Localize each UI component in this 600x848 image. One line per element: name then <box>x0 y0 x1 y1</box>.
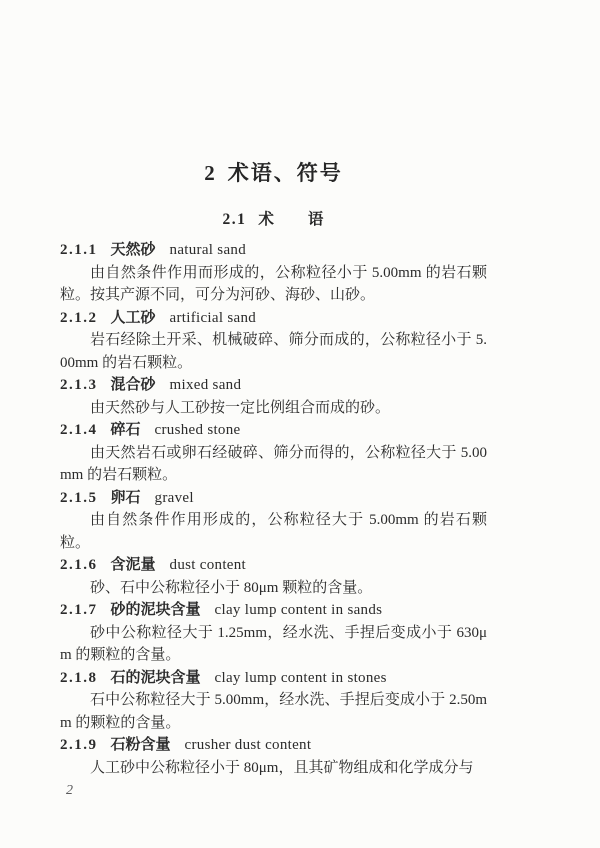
term-definition: 由天然岩石或卵石经破碎、筛分而得的，公称粒径大于 5.00mm 的岩石颗粒。 <box>60 444 487 483</box>
term-definition: 人工砂中公称粒径小于 80μm，且其矿物组成和化学成分与 <box>90 759 474 776</box>
term-definition: 砂、石中公称粒径小于 80μm 颗粒的含量。 <box>90 579 373 596</box>
term-en: natural sand <box>169 242 247 258</box>
term-definition: 砂中公称粒径大于 1.25mm，经水洗、手捏后变成小于 630μm 的颗粒的含量。 <box>60 624 487 663</box>
term-zh: 碎石 <box>110 422 141 438</box>
term-number: 2.1.1 <box>60 242 98 258</box>
term-zh: 石粉含量 <box>110 737 171 753</box>
term-en: crushed stone <box>154 422 241 438</box>
term-en: crusher dust content <box>184 737 312 753</box>
term-heading <box>60 734 487 757</box>
section-heading <box>60 209 487 231</box>
term-number: 2.1.6 <box>60 557 98 573</box>
term-zh: 石的泥块含量 <box>110 669 201 686</box>
term-heading <box>60 554 487 577</box>
term-entry <box>60 599 487 667</box>
term-entry <box>60 307 487 375</box>
term-definition: 由自然条件作用形成的，公称粒径大于 5.00mm 的岩石颗粒。 <box>60 512 487 551</box>
page-content <box>60 160 487 779</box>
term-en: mixed sand <box>169 377 242 393</box>
term-definition: 岩石经除土开采、机械破碎、筛分而成的，公称粒径小于 5.00mm 的岩石颗粒。 <box>60 332 487 371</box>
term-number: 2.1.3 <box>60 377 98 393</box>
term-number: 2.1.9 <box>60 737 98 753</box>
term-heading <box>60 307 487 330</box>
term-zh: 卵石 <box>110 489 141 506</box>
term-entry <box>60 554 487 599</box>
term-definition: 由天然砂与人工砂按一定比例组合而成的砂。 <box>90 399 391 416</box>
term-zh: 混合砂 <box>110 377 156 393</box>
term-zh: 人工砂 <box>110 309 156 326</box>
term-en: clay lump content in stones <box>214 669 387 686</box>
term-definition: 由自然条件作用而形成的，公称粒径小于 5.00mm 的岩石颗粒。按其产源不同，可分为河砂、海砂、山砂。 <box>60 264 487 303</box>
term-heading <box>60 374 487 397</box>
chapter-heading <box>60 160 487 186</box>
term-number: 2.1.7 <box>60 602 98 618</box>
section-number: 2.1 <box>222 211 247 228</box>
term-heading <box>60 599 487 622</box>
term-en: gravel <box>154 489 194 506</box>
term-heading <box>60 487 487 510</box>
term-number: 2.1.8 <box>60 669 98 686</box>
chapter-title: 术语、符号 <box>227 161 343 185</box>
term-heading <box>60 419 487 442</box>
term-entry <box>60 487 487 555</box>
term-entry <box>60 734 487 779</box>
term-en: dust content <box>169 557 247 573</box>
term-entry <box>60 667 487 735</box>
term-number: 2.1.5 <box>60 489 98 506</box>
term-zh: 天然砂 <box>110 242 156 258</box>
term-number: 2.1.4 <box>60 422 98 438</box>
term-zh: 含泥量 <box>110 557 156 573</box>
term-heading <box>60 239 487 262</box>
term-zh: 砂的泥块含量 <box>110 602 201 618</box>
chapter-number: 2 <box>204 161 215 185</box>
page-number: 2 <box>66 783 73 798</box>
section-title: 术 语 <box>258 211 325 228</box>
term-definition: 石中公称粒径大于 5.00mm，经水洗、手捏后变成小于 2.50mm 的颗粒的含量。 <box>60 692 487 731</box>
term-en: artificial sand <box>169 309 257 326</box>
term-entry <box>60 419 487 487</box>
term-entry <box>60 374 487 419</box>
term-heading <box>60 667 487 690</box>
term-entry <box>60 239 487 307</box>
term-number: 2.1.2 <box>60 309 98 326</box>
terms-list <box>60 239 487 779</box>
term-en: clay lump content in sands <box>214 602 383 618</box>
